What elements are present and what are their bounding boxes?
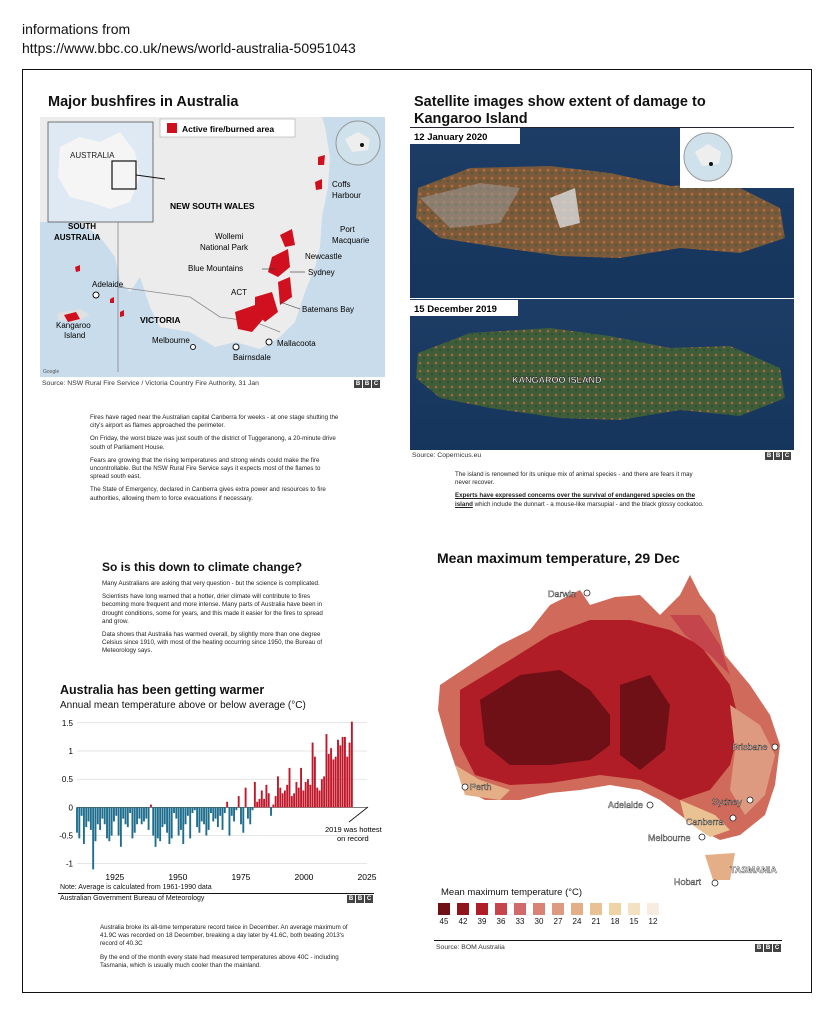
temp-legend-item	[627, 903, 641, 926]
satellite-title-line-2: Kangaroo Island	[414, 111, 528, 127]
temperature-bar	[182, 807, 184, 844]
temperature-bar	[215, 807, 217, 818]
inset-label: AUSTRALIA	[70, 151, 115, 160]
temperature-bar	[259, 799, 261, 807]
climate-text	[102, 580, 332, 661]
temperature-bar	[81, 807, 83, 815]
temperature-bar	[115, 807, 117, 815]
bbc-logo: B B C	[756, 945, 780, 951]
paragraph	[455, 492, 705, 508]
temp-legend-swatch	[476, 903, 488, 915]
temperature-bar	[180, 807, 182, 830]
y-tick-label: 1	[68, 747, 73, 756]
temp-legend-swatch	[647, 903, 659, 915]
paragraph: Fears are growing that the rising temperatures and strong winds could make the fire uncontrollable. But the NSW Rural Fire Service says it expects most of the flames to spread south east.	[90, 456, 321, 481]
temperature-bar	[265, 785, 267, 808]
temp-legend-swatch	[590, 903, 602, 915]
temperature-bar	[321, 779, 323, 807]
temperature-bar	[194, 807, 196, 810]
temperature-bar	[284, 790, 286, 807]
temp-legend-value: 12	[648, 917, 658, 926]
temperature-bar	[185, 807, 187, 824]
bushfire-map	[40, 117, 385, 377]
temperature-bar	[300, 768, 302, 807]
temperature-bar	[212, 807, 214, 821]
temperature-bar	[217, 807, 219, 827]
temperature-bar	[164, 807, 166, 824]
label-wollemi-2: National Park	[200, 243, 249, 252]
label-coffs-1: Coffs	[332, 180, 351, 189]
label-adelaide: Adelaide	[92, 280, 124, 289]
temperature-bar	[245, 788, 247, 808]
temperature-bar	[108, 807, 110, 841]
temp-legend-item	[608, 903, 622, 926]
temperature-bar	[90, 807, 92, 830]
fire-legend-label: Active fire/burned area	[182, 124, 275, 134]
label-nsw: NEW SOUTH WALES	[170, 201, 255, 211]
temperature-bar	[88, 807, 90, 821]
temp-legend-item	[456, 903, 470, 926]
x-tick-label: 2000	[294, 872, 314, 882]
temp-legend-swatch	[571, 903, 583, 915]
city-adelaide: Adelaide	[608, 800, 644, 810]
label-bairnsdale: Bairnsdale	[233, 353, 271, 362]
temperature-bar	[323, 776, 325, 807]
temperature-bar	[208, 807, 210, 830]
temperature-bar	[99, 807, 101, 830]
annotation-line-1: 2019 was hottest	[325, 825, 382, 834]
temp-legend-item	[570, 903, 584, 926]
header-line-1: informations from	[22, 21, 131, 37]
chart-subtitle: Annual mean temperature above or below average (°C)	[60, 700, 306, 711]
paragraph: The State of Emergency, declared in Canberra gives extra power and resources to fire authorities, allowing them to force evacuations if necessary.	[90, 486, 326, 502]
temperature-bar	[309, 785, 311, 808]
temperature-bar	[189, 807, 191, 838]
temperature-bar	[83, 807, 85, 844]
bbc-logo: B B C	[348, 896, 372, 902]
label-vic: VICTORIA	[140, 315, 181, 325]
x-tick-label: 1975	[231, 872, 251, 882]
temp-legend-swatch	[628, 903, 640, 915]
temperature-bar	[175, 807, 177, 818]
temperature-bar	[101, 807, 103, 818]
temperature-bar	[76, 807, 78, 832]
temperature-bar	[312, 743, 314, 808]
annotation-line-2: on record	[337, 834, 369, 843]
paragraph: Scientists have long warned that a hotter, drier climate will contribute to fires becoming more frequent and more intense. Many parts of Australia have been in drought conditions, some for years, and this made it easier for the fires to spread and grow.	[102, 593, 323, 625]
temperature-bar	[192, 807, 194, 813]
climate-heading: So is this down to climate change?	[102, 560, 303, 574]
temp-legend-title: Mean maximum temperature (°C)	[441, 887, 583, 898]
temperature-bar	[330, 748, 332, 807]
temperature-bar	[314, 757, 316, 808]
temperature-bar	[291, 796, 293, 807]
temperature-bar	[143, 807, 145, 821]
temperature-bar	[316, 788, 318, 808]
temperature-bar	[113, 807, 115, 821]
temp-legend-item	[494, 903, 508, 926]
temperature-bar	[275, 796, 277, 807]
paragraph: By the end of the month every state had measured temperatures above 40C - including Tasmania, which is usually much cooler than the mainland.	[100, 953, 339, 969]
temperature-bar	[131, 807, 133, 838]
temp-legend-value: 27	[553, 917, 563, 926]
temperature-bar	[196, 807, 198, 827]
temperature-bar	[187, 807, 189, 815]
temp-legend-swatch	[457, 903, 469, 915]
temperature-bar	[106, 807, 108, 838]
fire-legend-swatch	[167, 123, 177, 133]
temperature-bar	[120, 807, 122, 846]
temp-legend-value: 45	[439, 917, 449, 926]
label-sa-1: SOUTH	[68, 222, 96, 231]
temperature-bar	[326, 734, 328, 807]
temperature-bar	[332, 759, 334, 807]
temperature-bar	[78, 807, 80, 838]
temp-legend-swatch	[552, 903, 564, 915]
temperature-bar	[270, 807, 272, 815]
temperature-bar-chart	[55, 715, 382, 882]
temp-legend-value: 30	[534, 917, 544, 926]
x-tick-label: 2025	[357, 872, 377, 882]
temperature-bar	[129, 807, 131, 813]
temperature-bar	[150, 805, 152, 808]
text-rest: which include the dunnart - a mouse-like marsupial - and the black glossy cockatoo.	[472, 500, 704, 508]
paragraph: Data shows that Australia has warmed overall, by slightly more than one degree Celsius since 1910, with most of the heating occurring since 1950, the Bureau of Meteorology says.	[102, 631, 323, 655]
temperature-bar	[351, 722, 353, 808]
paragraph: Australia broke its all-time temperature record twice in December. An average maximum of 41.9C was recorded on 18 December, breaking a day later by 41.6C, both beating 2013's record of 40.3C	[100, 924, 348, 948]
temperature-bar	[203, 807, 205, 824]
temperature-bar	[328, 754, 330, 808]
temperature-bar	[231, 807, 233, 815]
bbc-logo: B B C	[766, 453, 790, 459]
temp-legend-swatch	[438, 903, 450, 915]
temperature-bar	[155, 807, 157, 846]
label-kangaroo-1: Kangaroo	[56, 321, 91, 330]
temperature-bar	[293, 793, 295, 807]
temperature-bar	[342, 737, 344, 807]
temperature-bar	[226, 802, 228, 808]
temperature-bar	[152, 807, 154, 835]
temperature-bar	[171, 807, 173, 838]
temperature-bar	[242, 807, 244, 832]
temperature-bar	[157, 807, 159, 838]
temperature-bar	[136, 807, 138, 824]
google-attribution: Google	[43, 369, 60, 375]
temperature-bar	[168, 807, 170, 844]
temperature-bar	[282, 793, 284, 807]
temperature-bar	[263, 799, 265, 807]
label-act: ACT	[231, 288, 247, 297]
temp-legend-item	[475, 903, 489, 926]
temperature-bar	[111, 807, 113, 835]
temperature-bar	[148, 807, 150, 830]
temp-legend-item	[646, 903, 660, 926]
date-label-1: 12 January 2020	[414, 132, 488, 143]
temp-legend-item	[532, 903, 546, 926]
temperature-bar	[178, 807, 180, 835]
temp-legend-item	[551, 903, 565, 926]
temp-legend-value: 33	[515, 917, 525, 926]
label-batemans-bay: Batemans Bay	[302, 305, 355, 314]
temperature-bar	[339, 745, 341, 807]
temp-legend-value: 21	[591, 917, 601, 926]
satellite-title	[414, 94, 706, 128]
label-kangaroo-2: Island	[64, 331, 86, 340]
kangaroo-island-label: KANGAROO ISLAND	[512, 375, 602, 385]
temp-legend	[437, 903, 660, 926]
y-tick-label: -0.5	[59, 831, 73, 841]
temperature-bar	[286, 785, 288, 808]
temp-legend-swatch	[514, 903, 526, 915]
city-brisbane: Brisbane	[732, 742, 768, 752]
page-header	[22, 20, 356, 58]
temperature-bar	[254, 782, 256, 807]
label-port-macquarie-2: Macquarie	[332, 236, 370, 245]
label-coffs-2: Harbour	[332, 191, 361, 200]
label-sa-2: AUSTRALIA	[54, 233, 101, 242]
temperature-bar	[249, 807, 251, 824]
temp-legend-item	[513, 903, 527, 926]
temperature-bar	[95, 807, 97, 841]
temp-legend-swatch	[609, 903, 621, 915]
temperature-bar	[141, 807, 143, 824]
temperature-bar	[289, 768, 291, 807]
temperature-bar	[229, 807, 231, 835]
temp-legend-value: 18	[610, 917, 620, 926]
temp-legend-item	[589, 903, 603, 926]
temperature-bar	[201, 807, 203, 821]
label-port-macquarie-1: Port	[340, 225, 355, 234]
temperature-bar	[295, 782, 297, 807]
label-wollemi-1: Wollemi	[215, 232, 244, 241]
y-tick-label: 1.5	[61, 718, 73, 728]
satellite-source: Source: Copernicus.eu	[412, 452, 482, 459]
label-tasmania: TASMANIA	[730, 865, 777, 875]
temperature-bar	[335, 757, 337, 808]
city-perth: Perth	[470, 782, 492, 792]
city-melbourne: Melbourne	[648, 833, 691, 843]
city-darwin: Darwin	[548, 589, 577, 599]
temperature-bar	[134, 807, 136, 832]
temperature-bar	[125, 807, 127, 824]
temp-legend-value: 42	[458, 917, 468, 926]
temperature-bar	[240, 807, 242, 824]
temp-map-title: Mean maximum temperature, 29 Dec	[437, 550, 680, 566]
x-tick-label: 1925	[105, 872, 125, 882]
temperature-bar	[224, 807, 226, 813]
date-label-2: 15 December 2019	[414, 304, 497, 315]
temperature-bar	[268, 793, 270, 807]
y-tick-label: 0	[68, 803, 73, 813]
temperature-bar	[162, 807, 164, 827]
temperature-bar	[277, 776, 279, 807]
temperature-bar	[346, 757, 348, 808]
temp-legend-value: 39	[477, 917, 487, 926]
temperature-bar	[298, 788, 300, 808]
label-sydney: Sydney	[308, 268, 335, 277]
temperature-bar	[235, 807, 237, 810]
temp-legend-swatch	[495, 903, 507, 915]
temperature-bar	[256, 802, 258, 808]
temperature-bar	[104, 807, 106, 824]
temperature-bar	[173, 807, 175, 813]
temperature-bar	[252, 807, 254, 810]
temp-legend-value: 36	[496, 917, 506, 926]
label-blue-mountains: Blue Mountains	[188, 264, 244, 273]
temp-legend-value: 24	[572, 917, 582, 926]
paragraph: The island is renowned for its unique mix of animal species - and there are fears it may never recover.	[455, 471, 693, 487]
chart-note: Note: Average is calculated from 1961-1990 data	[60, 884, 212, 891]
temperature-bar	[344, 737, 346, 807]
header-url: https://www.bbc.co.uk/news/world-australia-50951043	[22, 40, 356, 56]
x-tick-label: 1950	[168, 872, 188, 882]
label-melbourne: Melbourne	[152, 336, 190, 345]
y-tick-label: 0.5	[61, 775, 73, 785]
temperature-bar	[127, 807, 129, 827]
temperature-bar	[279, 788, 281, 808]
temp-legend-swatch	[533, 903, 545, 915]
temp-legend-value: 15	[629, 917, 639, 926]
city-sydney: Sydney	[712, 797, 743, 807]
paragraph: Many Australians are asking that very question - but the science is complicated.	[102, 580, 320, 587]
temperature-bar	[198, 807, 200, 832]
chart-title: Australia has been getting warmer	[60, 683, 265, 697]
label-mallacoota: Mallacoota	[277, 339, 316, 348]
temperature-bar	[337, 740, 339, 808]
temperature-bar	[166, 807, 168, 832]
satellite-text	[455, 471, 705, 514]
temperature-bar	[219, 807, 221, 815]
temperature-bar	[159, 807, 161, 841]
temperature-bar	[85, 807, 87, 827]
chart-source: Australian Government Bureau of Meteorology	[60, 895, 205, 902]
temperature-bar	[97, 807, 99, 824]
temperature-bar	[319, 790, 321, 807]
temperature-bar	[349, 743, 351, 808]
temperature-bar	[305, 782, 307, 807]
temp-map-source: Source: BOM Australia	[436, 944, 505, 951]
temperature-bar	[247, 807, 249, 818]
city-canberra: Canberra	[686, 817, 724, 827]
bbc-logo: B B C	[355, 381, 379, 387]
article-text-2	[100, 924, 350, 975]
temperature-bar	[272, 805, 274, 808]
temperature-bar	[118, 807, 120, 835]
temp-legend-item	[437, 903, 451, 926]
paragraph: On Friday, the worst blaze was just south of the district of Tuggeranong, a 20-minute drive south of Parliament House.	[90, 435, 336, 451]
temperature-bar	[307, 779, 309, 807]
label-newcastle: Newcastle	[305, 252, 342, 261]
annotation-pointer	[349, 807, 368, 822]
temperature-bar	[145, 807, 147, 818]
bushfire-map-source: Source: NSW Rural Fire Service / Victoria Country Fire Authority, 31 Jan	[42, 380, 259, 387]
article-text-1	[90, 414, 340, 508]
temperature-bar	[205, 807, 207, 835]
temperature-bar	[261, 790, 263, 807]
satellite-images	[410, 128, 794, 450]
paragraph: Fires have raged near the Australian capital Canberra for weeks - at one stage shutting the city's airport as flames approached the perimeter.	[90, 414, 339, 430]
bushfire-map-title: Major bushfires in Australia	[48, 94, 239, 110]
temperature-bar	[302, 790, 304, 807]
temperature-bar	[122, 807, 124, 818]
bold-text: Experts have expressed concerns over the survival of endangered species on the island	[455, 492, 696, 508]
temperature-bar	[222, 807, 224, 830]
temperature-bar	[92, 807, 94, 869]
temperature-bar	[210, 807, 212, 813]
temperature-map	[430, 575, 800, 885]
temperature-bar	[238, 796, 240, 807]
satellite-title-line-1: Satellite images show extent of damage to	[414, 94, 706, 110]
y-tick-label: -1	[65, 859, 73, 869]
city-hobart: Hobart	[674, 877, 702, 887]
temperature-bar	[138, 807, 140, 818]
temperature-bar	[233, 807, 235, 821]
